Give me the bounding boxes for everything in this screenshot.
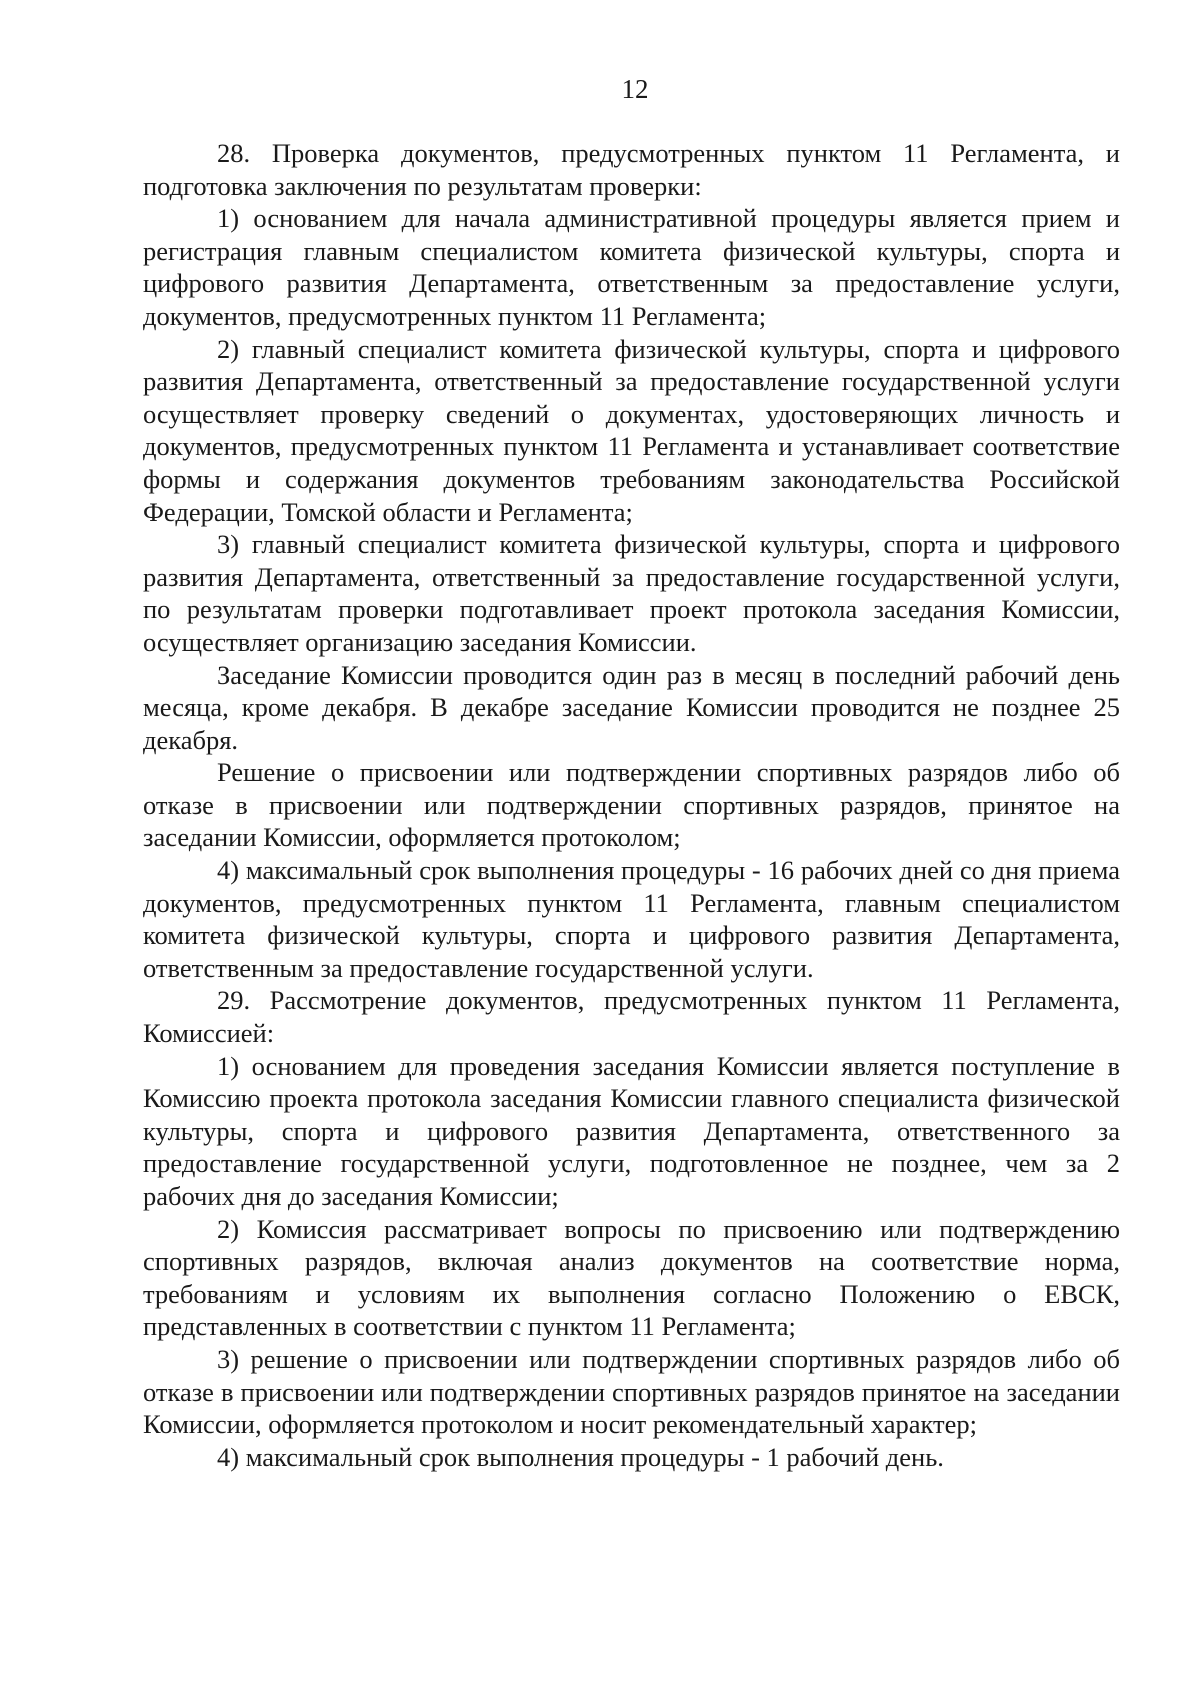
paragraph-29-item-4: 4) максимальный срок выполнения процедуры - 1 рабочий день. bbox=[217, 1441, 944, 1472]
paragraph-28-meeting-schedule: Заседание Комиссии проводится один раз в месяц в последний рабочий день месяца, кроме декабря. В декабре заседание Комиссии проводится не позднее 25 декабря. bbox=[143, 659, 1120, 755]
paragraph-28-item-3: 3) главный специалист комитета физической культуры, спорта и цифрового развития Департамента, ответственный за предоставление государственной услуги, по результатам проверки подготавливает проект протокола заседания Комиссии, осуществляет организацию заседания Комиссии. bbox=[143, 529, 1120, 657]
paragraph-29-item-1: 1) основанием для проведения заседания Комиссии является поступление в Комиссию проекта протокола заседания Комиссии главного специалиста физической культуры, спорта и цифрового развития Департамента, ответственного за предоставление государственной услуги, подготовленное не позднее, чем за 2 рабочих дня до заседания Комиссии; bbox=[143, 1050, 1120, 1211]
paragraph-28-item-1: 1) основанием для начала административной процедуры является прием и регистрация главным специалистом комитета физической культуры, спорта и цифрового развития Департамента, ответственным за предоставление услуги, документов, предусмотренных пунктом 11 Регламента; bbox=[143, 203, 1120, 331]
paragraph-29-item-2: 2) Комиссия рассматривает вопросы по присвоению или подтверждению спортивных разрядов, включая анализ документов на соответствие норма, требованиям и условиям их выполнения согласно Положению о ЕВСК, представленных в соответствии с пунктом 11 Регламента; bbox=[143, 1213, 1120, 1342]
document-body bbox=[143, 137, 1120, 1473]
paragraph-29-intro: 29. Рассмотрение документов, предусмотренных пунктом 11 Регламента, Комиссией: bbox=[143, 985, 1120, 1049]
paragraph-28-item-4: 4) максимальный срок выполнения процедуры - 16 рабочих дней со дня приема документов, предусмотренных пунктом 11 Регламента, главным специалистом комитета физической культуры, спорта и цифрового развития Департамента, ответственным за предоставление государственной услуги. bbox=[143, 855, 1120, 983]
paragraph-28-item-2: 2) главный специалист комитета физической культуры, спорта и цифрового развития Департамента, ответственный за предоставление государственной услуги осуществляет проверку сведений о документах, удостоверяющих личность и документов, предусмотренных пунктом 11 Регламента и устанавливает соответствие формы и содержания документов требованиям законодательства Российской Федерации, Томской области и Регламента; bbox=[143, 333, 1120, 527]
paragraph-29-item-3: 3) решение о присвоении или подтверждении спортивных разрядов либо об отказе в присвоении или подтверждении спортивных разрядов принятое на заседании Комиссии, оформляется протоколом и носит рекомендательный характер; bbox=[143, 1343, 1120, 1440]
page-number: 12 bbox=[621, 74, 649, 104]
paragraph-28-decision: Решение о присвоении или подтверждении спортивных разрядов либо об отказе в присвоении или подтверждении спортивных разрядов, принятое на заседании Комиссии, оформляется протоколом; bbox=[143, 757, 1120, 853]
paragraph-28-intro: 28. Проверка документов, предусмотренных пунктом 11 Регламента, и подготовка заключения по результатам проверки: bbox=[143, 138, 1120, 201]
